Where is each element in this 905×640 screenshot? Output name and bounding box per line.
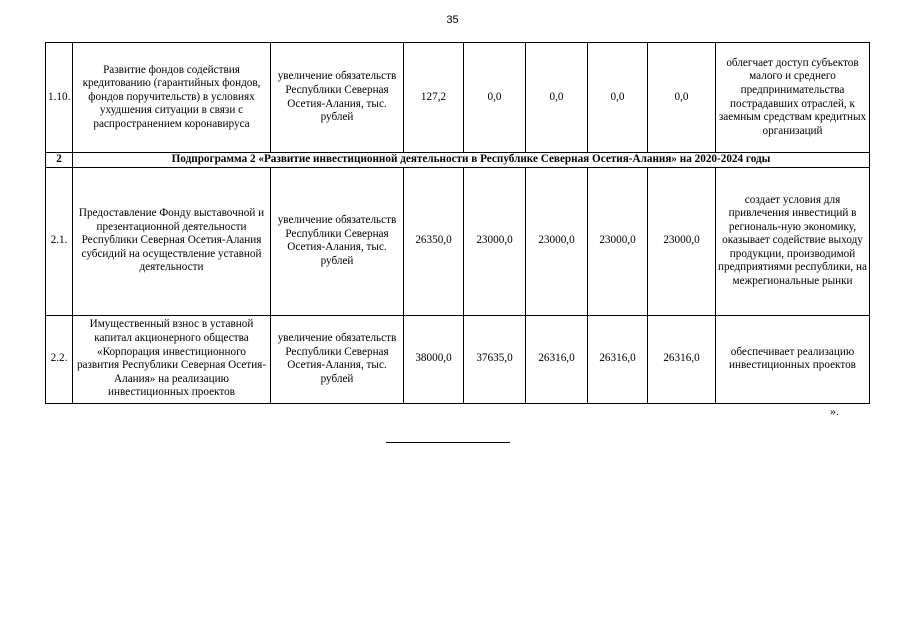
value-cell: 23000,0 [588,167,648,315]
value-cell: 23000,0 [464,167,526,315]
row-number: 2.2. [46,315,73,403]
effect-text: создает условия для привлечения инвестиций в региональ-ную экономику, оказывает содействие выходу продукции, производимой предприятиями республики, на межрегиональные рынки [716,167,870,315]
value-cell: 23000,0 [526,167,588,315]
value-cell: 0,0 [464,43,526,153]
value-cell: 37635,0 [464,315,526,403]
table-row [46,43,870,153]
measures-table [45,42,870,404]
subprogram-row [46,153,870,168]
measure-name: Предоставление Фонду выставочной и презентационной деятельности Республики Северная Осетия-Алания субсидий на осуществление уставной деятельности [73,167,271,315]
value-cell: 26316,0 [526,315,588,403]
separator-line [386,442,510,443]
effect-text: облегчает доступ субъектов малого и среднего предпринимательства пострадавших отраслей, к заемным средствам кредитных организаций [716,43,870,153]
row-number: 1.10. [46,43,73,153]
value-cell: 26350,0 [404,167,464,315]
indicator-text: увеличение обязательств Республики Северная Осетия-Алания, тыс. рублей [271,43,404,153]
indicator-text: увеличение обязательств Республики Северная Осетия-Алания, тыс. рублей [271,315,404,403]
subprogram-number: 2 [46,153,73,168]
value-cell: 38000,0 [404,315,464,403]
table-row [46,315,870,403]
value-cell: 0,0 [648,43,716,153]
row-number: 2.1. [46,167,73,315]
table-row [46,167,870,315]
closing-quote: ». [830,404,839,418]
value-cell: 23000,0 [648,167,716,315]
value-cell: 0,0 [588,43,648,153]
value-cell: 26316,0 [648,315,716,403]
effect-text: обеспечивает реализацию инвестиционных проектов [716,315,870,403]
value-cell: 0,0 [526,43,588,153]
value-cell: 26316,0 [588,315,648,403]
page-number: 35 [446,14,459,26]
value-cell: 127,2 [404,43,464,153]
indicator-text: увеличение обязательств Республики Северная Осетия-Алания, тыс. рублей [271,167,404,315]
measure-name: Развитие фондов содействия кредитованию (гарантийных фондов, фондов поручительств) в условиях ухудшения ситуации в связи с распространением коронавируса [73,43,271,153]
measure-name: Имущественный взнос в уставной капитал акционерного общества «Корпорация инвестиционного развития Республики Северная Осетия-Алания» на реализацию инвестиционных проектов [73,315,271,403]
subprogram-title: Подпрограмма 2 «Развитие инвестиционной деятельности в Республике Северная Осетия-Алания» на 2020-2024 годы [73,153,870,168]
